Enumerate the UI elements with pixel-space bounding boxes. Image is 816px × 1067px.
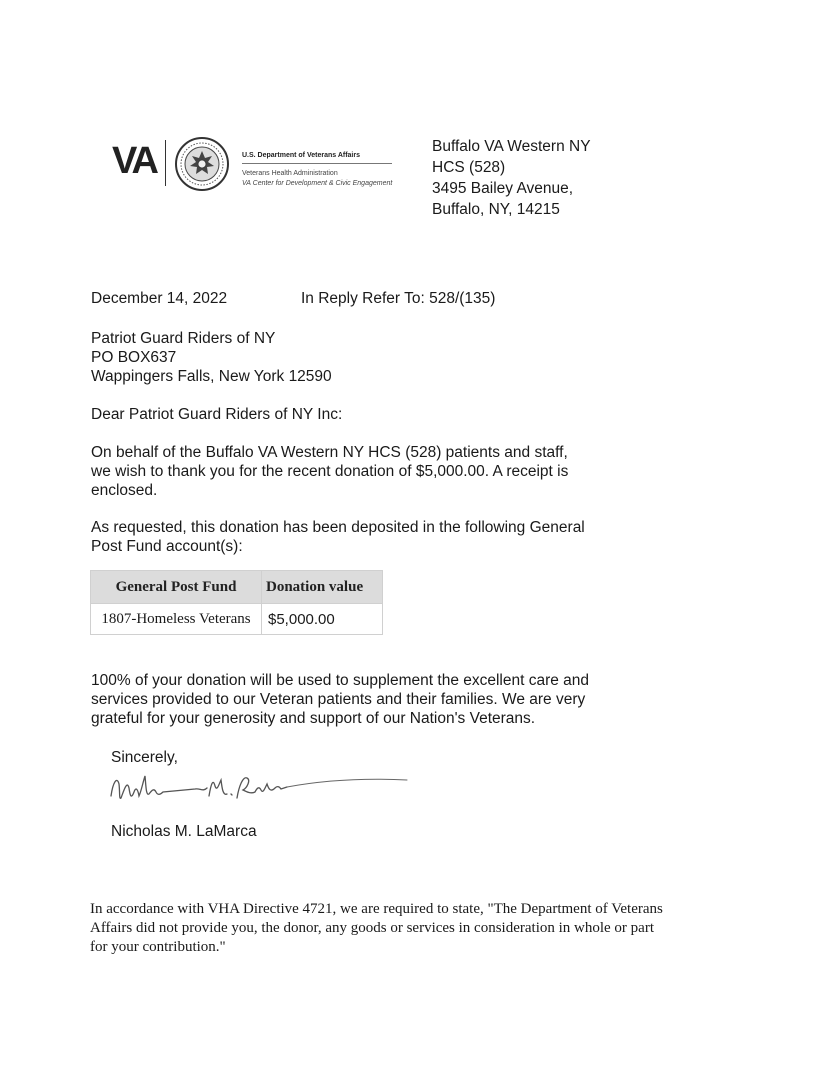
recipient-line: Patriot Guard Riders of NY	[91, 330, 276, 347]
paragraph-line: As requested, this donation has been deposited in the following General	[91, 519, 585, 536]
paragraph-line: grateful for your generosity and support of our Nation's Veterans.	[91, 710, 536, 727]
department-name: U.S. Department of Veterans Affairs	[242, 152, 360, 159]
paragraph-line: we wish to thank you for the recent donation of $5,000.00. A receipt is	[91, 463, 569, 480]
footer-line: In accordance with VHA Directive 4721, we are required to state, "The Department of Veterans	[90, 901, 663, 917]
va-logo: VA	[112, 140, 156, 182]
value-cell: $5,000.00	[262, 604, 383, 635]
column-header-value: Donation value	[262, 571, 383, 604]
footer-line: Affairs did not provide you, the donor, any goods or services in consideration in whole or part	[90, 920, 655, 936]
table-header-row	[91, 571, 383, 604]
center-name: VA Center for Development & Civic Engagement	[242, 180, 393, 187]
address-line: Buffalo VA Western NY	[432, 138, 591, 155]
footer-line: for your contribution."	[90, 939, 226, 955]
paragraph-line: enclosed.	[91, 482, 158, 499]
paragraph-line: services provided to our Veteran patients and their families. We are very	[91, 691, 586, 708]
address-line: 3495 Bailey Avenue,	[432, 180, 574, 197]
paragraph-line: 100% of your donation will be used to supplement the excellent care and	[91, 672, 590, 689]
reply-reference: In Reply Refer To: 528/(135)	[301, 290, 496, 307]
salutation: Dear Patriot Guard Riders of NY Inc:	[91, 406, 343, 423]
sender-address	[432, 136, 591, 220]
closing: Sincerely,	[111, 749, 178, 766]
administration-name: Veterans Health Administration	[242, 170, 338, 177]
address-line: Buffalo, NY, 14215	[432, 201, 560, 218]
signer-name: Nicholas M. LaMarca	[111, 823, 257, 840]
fund-cell: 1807-Homeless Veterans	[91, 604, 262, 635]
donation-table	[90, 570, 383, 635]
logo-divider	[165, 140, 166, 186]
paragraph-line: Post Fund account(s):	[91, 538, 243, 555]
letter-date: December 14, 2022	[91, 290, 228, 307]
department-seal-icon	[174, 136, 230, 192]
footer-disclaimer	[90, 900, 730, 957]
paragraph-line: On behalf of the Buffalo VA Western NY HCS (528) patients and staff,	[91, 444, 568, 461]
recipient-line: PO BOX637	[91, 349, 177, 366]
recipient-line: Wappingers Falls, New York 12590	[91, 368, 332, 385]
handwritten-signature	[105, 762, 415, 812]
column-header-fund: General Post Fund	[91, 571, 262, 604]
table-row	[91, 604, 383, 635]
department-rule	[242, 163, 392, 164]
address-line: HCS (528)	[432, 159, 506, 176]
